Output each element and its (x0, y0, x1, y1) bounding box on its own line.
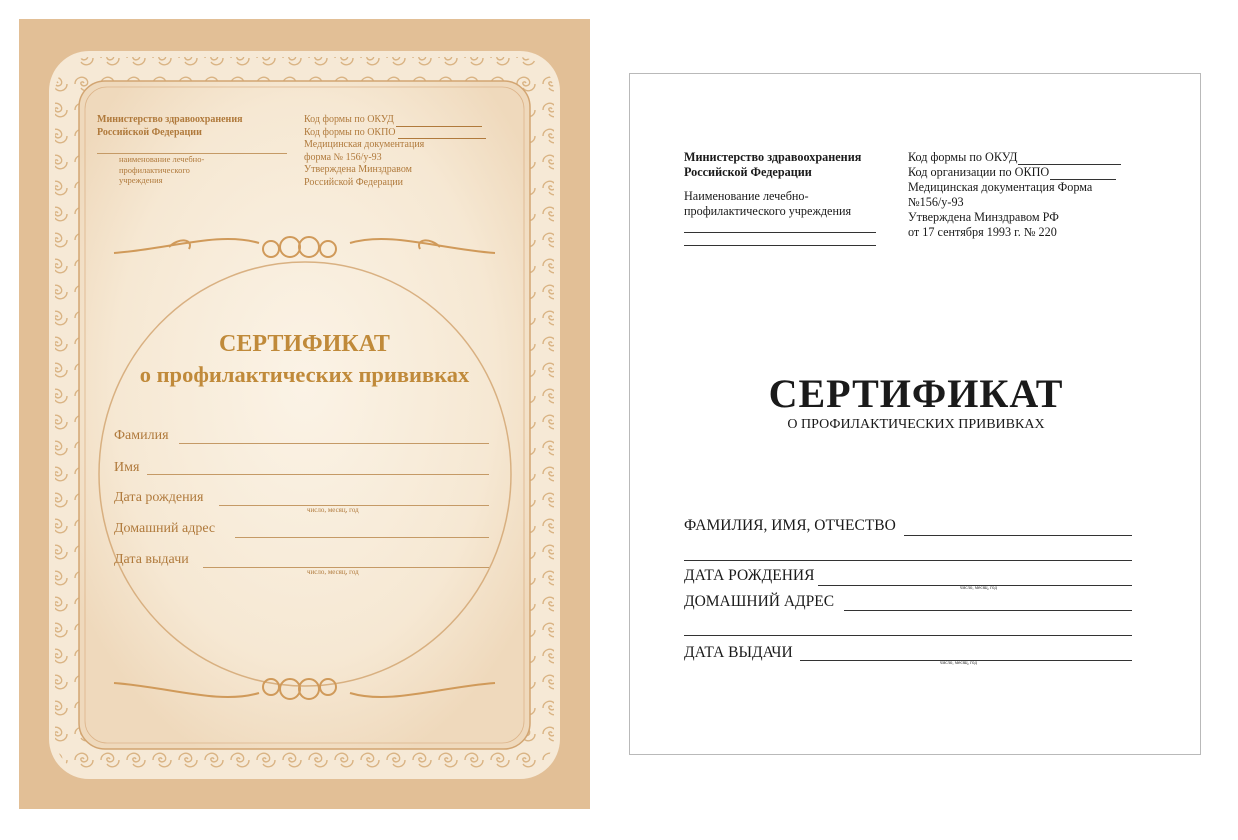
institution-line-2: профилактического учреждения (684, 204, 852, 218)
right-ministry (684, 150, 861, 180)
code-okud-field[interactable] (1018, 152, 1121, 165)
ministry-line-2: Российской Федерации (684, 165, 812, 179)
issue-date-hint: число, месяц, год (940, 661, 977, 666)
right-certificate (629, 73, 1201, 755)
right-codes (908, 150, 1121, 240)
surname-field[interactable] (179, 443, 489, 444)
issue-date-label: Дата выдачи (114, 552, 189, 567)
address-field[interactable] (844, 610, 1132, 611)
issue-date-label: ДАТА ВЫДАЧИ (684, 644, 793, 661)
code-okud-field[interactable] (396, 116, 482, 127)
approved-label: Утверждена Минздравом РФ (908, 210, 1059, 224)
left-codes (304, 114, 486, 189)
code-okpo-field[interactable] (1050, 167, 1116, 180)
left-subtitle: о профилактических прививках (139, 362, 470, 387)
institution-line-1: Наименование лечебно- (684, 189, 809, 203)
full-name-field[interactable] (904, 535, 1132, 536)
federation-label: Российской Федерации (304, 176, 404, 188)
full-name-field-2[interactable] (684, 560, 1132, 561)
birth-date-label: ДАТА РОЖДЕНИЯ (684, 567, 815, 584)
address-field-2[interactable] (684, 635, 1132, 636)
approval-date-label: от 17 сентября 1993 г. № 220 (908, 225, 1057, 239)
address-field[interactable] (235, 537, 489, 538)
address-label: ДОМАШНИЙ АДРЕС (684, 593, 835, 610)
name-field[interactable] (147, 474, 489, 475)
birth-date-hint: число, месяц, год (307, 506, 359, 514)
institution-line-2: профилактического (119, 164, 190, 175)
name-label: Имя (114, 460, 140, 475)
form-number-label: №156/у-93 (908, 195, 964, 209)
med-doc-label: Медицинская документация Форма (908, 180, 1093, 194)
approved-label: Утверждена Минздравом (304, 164, 412, 175)
ministry-line-1: Министерство здравоохранения (97, 114, 243, 125)
address-label: Домашний адрес (114, 521, 216, 536)
right-subtitle: О ПРОФИЛАКТИЧЕСКИХ ПРИВИВКАХ (787, 417, 1045, 432)
institution-field-1[interactable] (684, 232, 876, 233)
left-institution-name (119, 154, 239, 186)
form-number-label: форма № 156/у-93 (304, 151, 382, 163)
code-okud-label: Код формы по ОКУД (908, 150, 1018, 164)
left-certificate (19, 19, 590, 809)
institution-line-1: наименование лечебно- (119, 154, 205, 164)
full-name-label: ФАМИЛИЯ, ИМЯ, ОТЧЕСТВО (684, 517, 896, 534)
institution-line-3: учреждения (119, 175, 163, 185)
right-title: СЕРТИФИКАТ (768, 371, 1064, 416)
ministry-line-1: Министерство здравоохранения (684, 150, 862, 164)
ministry-line-2: Российской Федерации (97, 126, 202, 138)
code-okpo-label: Код формы по ОКПО (304, 126, 396, 138)
birth-date-label: Дата рождения (114, 490, 204, 505)
code-okud-label: Код формы по ОКУД (304, 114, 394, 125)
code-okpo-label: Код организации по ОКПО (908, 165, 1050, 179)
surname-label: Фамилия (114, 428, 169, 443)
right-institution-name (684, 189, 851, 219)
med-doc-label: Медицинская документация (304, 139, 425, 150)
institution-field-2[interactable] (684, 245, 876, 246)
left-title: СЕРТИФИКАТ (219, 331, 390, 357)
issue-date-hint: число, месяц, год (307, 568, 359, 576)
left-ministry (97, 114, 243, 139)
code-okpo-field[interactable] (398, 128, 486, 139)
birth-date-hint: число, месяц, год (960, 586, 997, 591)
